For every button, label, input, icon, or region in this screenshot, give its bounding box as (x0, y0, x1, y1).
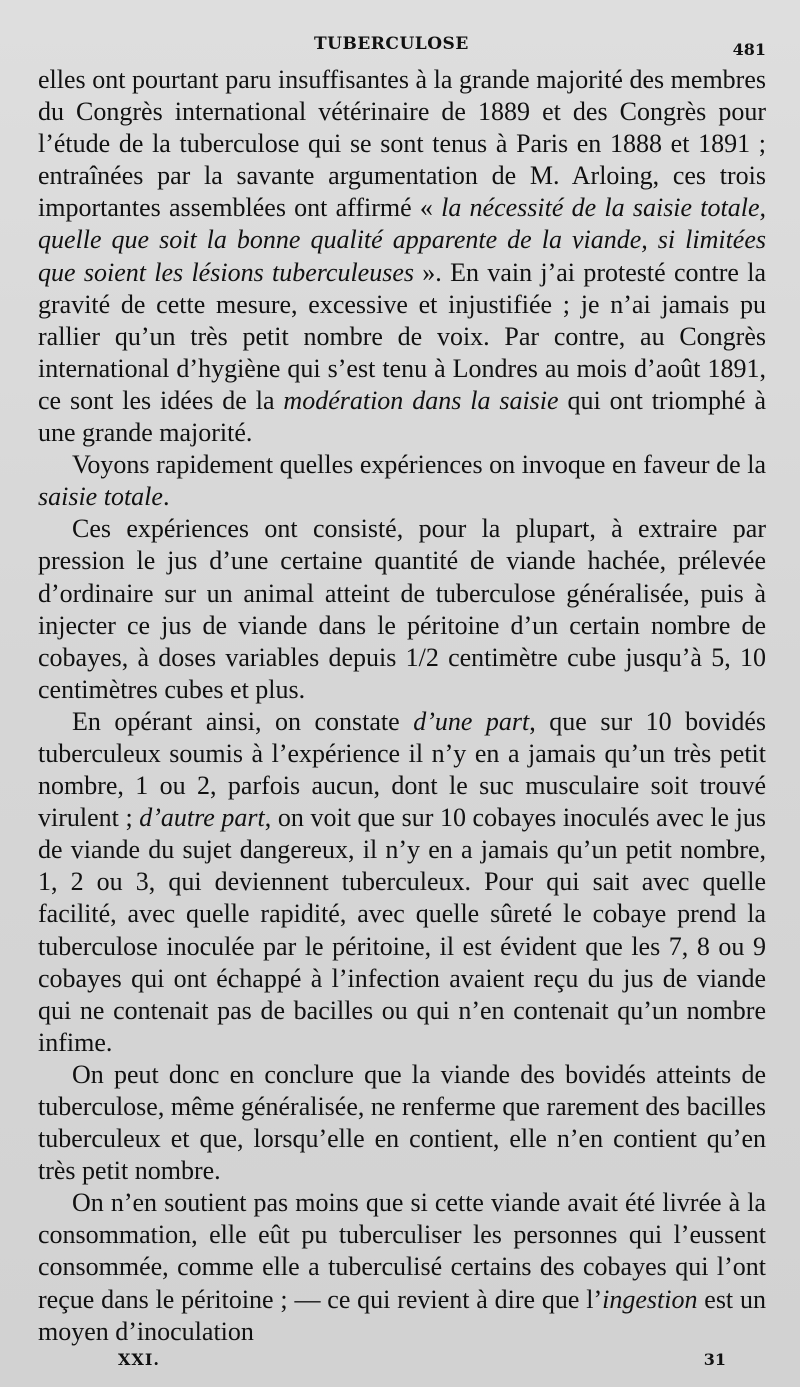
paragraph (38, 449, 766, 513)
page-footer (0, 1350, 800, 1374)
signature-mark: XXI. (118, 1350, 160, 1369)
body-text (38, 64, 766, 1348)
signature-number: 31 (703, 1350, 726, 1369)
paragraph (38, 706, 766, 1059)
text-run: Voyons rapidement quelles expériences on invoque en faveur de la (72, 450, 766, 480)
text-run: . (162, 482, 170, 512)
italic-text: ingestion (602, 1284, 698, 1314)
text-run: , on voit que sur 10 cobayes inoculés avec le jus de viande du sujet dangereux, il n’y en a jamais qu’un petit nombre, 1, 2 ou 3, qui deviennent tuberculeux. Pour qui sait avec quelle facilité, avec quelle rapidité, avec quelle sûreté le cobaye prend la tuberculose inoculée par le péritoine, il est évident que les 7, 8 ou 9 cobayes qui ont échappé à l’infection avaient reçu du jus de viande qui ne contenait pas de bacilles ou qui n’en contenait qu’un nombre infime. (38, 803, 767, 1057)
italic-text: modération dans la saisie (283, 385, 559, 415)
paragraph (38, 513, 766, 706)
text-run: En opérant ainsi, on constate (72, 706, 414, 736)
italic-text: la nécessité de la saisie totale, quelle que soit la bonne qualité apparente de la viande, si limitées que soient les lésions tuberculeuses (38, 193, 767, 287)
text-run: On peut donc en conclure que la viande des bovidés atteints de tuberculose, même généralisée, ne renferme que rarement des bacilles tuberculeux et que, lorsqu’elle en contient, elle n’en contient qu’en très petit nombre. (38, 1059, 766, 1186)
page-number: 481 (732, 40, 766, 59)
text-run: qui ont triomphé à une grande majorité. (38, 385, 767, 448)
running-title: TUBERCULOSE (314, 34, 469, 54)
italic-text: d’autre part (139, 803, 265, 833)
text-run: , que sur 10 bovidés tuberculeux soumis à l’expérience il n’y en a jamais qu’un très petit nombre, 1 ou 2, parfois aucun, dont le suc musculaire soit trouvé virulent ; (38, 706, 767, 833)
paragraph (38, 1187, 766, 1347)
italic-text: saisie totale (38, 482, 163, 512)
paragraph (38, 64, 766, 449)
text-run: On n’en soutient pas moins que si cette viande avait été livrée à la consommation, elle eût pu tuberculiser les personnes qui l’eussent consommée, comme elle a tuberculisé certains des cobayes qui l’ont reçue dans le péritoine ; — ce qui revient à dire que l’ (38, 1188, 766, 1314)
text-run: elles ont pourtant paru insuffisantes à la grande majorité des membres du Congrès international vétérinaire de 1889 et des Congrès pour l’étude de la tuberculose qui se sont tenus à Paris en 1888 et 1891 ; entraînées par la savante argumentation de M. Arloing, ces trois importantes assemblées ont affirmé « (38, 65, 766, 223)
italic-text: d’une part (413, 706, 530, 736)
running-head (0, 34, 800, 58)
text-run: Ces expériences ont consisté, pour la plupart, à extraire par pression le jus d’une certaine quantité de viande hachée, prélevée d’ordinaire sur un animal atteint de tuberculose généralisée, puis à injecter ce jus de viande dans le péritoine d’un certain nombre de cobayes, à doses variables depuis 1/2 centimètre cube jusqu’à 5, 10 centimètres cubes et plus. (38, 514, 766, 704)
paragraph (38, 1059, 766, 1187)
text-run: ». En vain j’ai protesté contre la gravité de cette mesure, excessive et injustifiée ; je n’ai jamais pu rallier qu’un très petit nombre de voix. Par contre, au Congrès international d’hygiène qui s’est tenu à Londres au mois d’août 1891, ce sont les idées de la (38, 257, 766, 415)
text-run: est un moyen d’inoculation (38, 1284, 766, 1346)
